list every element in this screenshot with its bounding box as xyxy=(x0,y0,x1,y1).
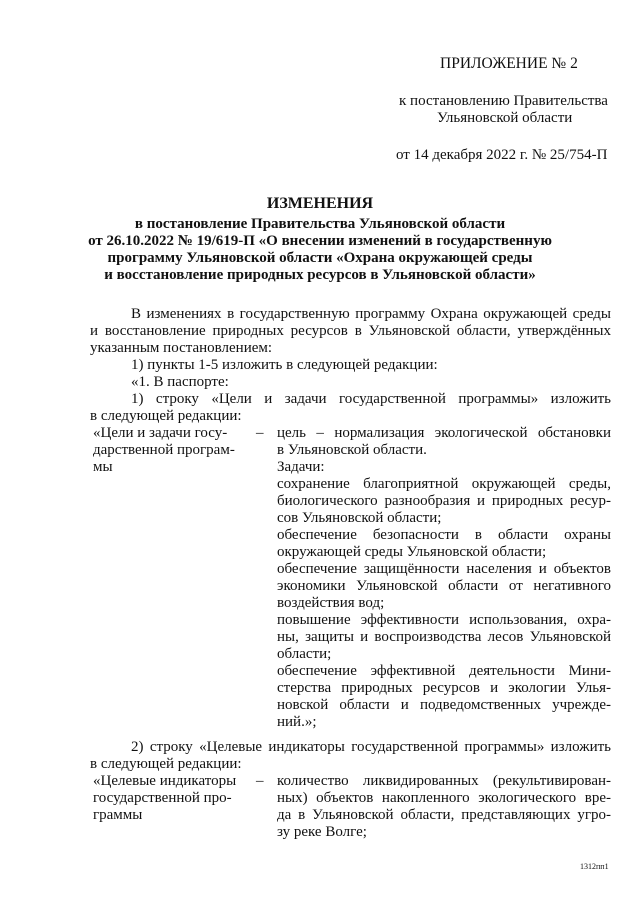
table1-right-line-18: ний.»; xyxy=(277,714,317,730)
item-1-1: «1. В паспорте: xyxy=(131,374,229,390)
table2-right-line-2: ных) объектов накопленного экологического вре- xyxy=(277,790,611,806)
table1-right-line-3: Задачи: xyxy=(277,459,325,475)
item-2-line-2: в следующей редакции: xyxy=(90,756,242,772)
intro-line-2: и восстановление природных ресурсов в Ульяновской области, утверждённых xyxy=(90,323,611,339)
table1-right-line-6: сов Ульяновской области; xyxy=(277,510,442,526)
table1-left-line-2: дарственной програм- xyxy=(93,442,235,458)
title-line-2: от 26.10.2022 № 19/619-П «О внесении изменений в государственную xyxy=(88,233,552,249)
table1-right-line-2: в Ульяновской области. xyxy=(277,442,427,458)
item-2-line-1: 2) строку «Целевые индикаторы государственной программы» изложить xyxy=(131,739,611,755)
table1-right-line-11: воздействия вод; xyxy=(277,595,385,611)
table1-right-line-7: обеспечение безопасности в области охраны xyxy=(277,527,611,543)
table2-right-line-3: да в Ульяновской области, представляющих угро- xyxy=(277,807,611,823)
table1-left-line-3: мы xyxy=(93,459,113,475)
item-1-1-1-line-2: в следующей редакции: xyxy=(90,408,242,424)
table2-dash: – xyxy=(256,773,264,789)
item-1-1-1-line-1: 1) строку «Цели и задачи государственной программы» изложить xyxy=(131,391,611,407)
table1-right-line-17: новской области и подведомственных учрежде- xyxy=(277,697,611,713)
table2-left-line-1: «Целевые индикаторы xyxy=(93,773,237,789)
footer-code: 1312пп1 xyxy=(580,862,609,871)
title-line-1: в постановление Правительства Ульяновской области xyxy=(134,216,506,232)
table1-right-line-4: сохранение благоприятной окружающей среды, xyxy=(277,476,611,492)
table1-right-line-5: биологического разнообразия и природных ресур- xyxy=(277,493,611,509)
table1-left-line-1: «Цели и задачи госу- xyxy=(93,425,228,441)
table2-right-line-1: количество ликвидированных (рекультивирован- xyxy=(277,773,611,789)
appendix-label: ПРИЛОЖЕНИЕ № 2 xyxy=(440,55,578,72)
table1-right-line-1: цель – нормализация экологической обстановки xyxy=(277,425,611,441)
date-number: от 14 декабря 2022 г. № 25/754-П xyxy=(396,147,608,163)
table2-right-line-4: зу реке Волге; xyxy=(277,824,367,840)
table1-right-line-13: ны, защиты и воспроизводства лесов Ульяновской xyxy=(277,629,611,645)
table1-right-line-10: экономики Ульяновской области от негативного xyxy=(277,578,611,594)
table1-right-line-15: обеспечение эффективной деятельности Мини- xyxy=(277,663,611,679)
title-line-4: и восстановление природных ресурсов в Ульяновской области» xyxy=(104,267,536,283)
table1-right-line-9: обеспечение защищённости населения и объектов xyxy=(277,561,611,577)
document-heading: ИЗМЕНЕНИЯ xyxy=(266,195,374,212)
table1-right-line-14: области; xyxy=(277,646,332,662)
resolution-ref: к постановлению Правительства xyxy=(399,93,608,109)
intro-line-3: указанным постановлением: xyxy=(90,340,273,356)
table1-right-line-8: окружающей среды Ульяновской области; xyxy=(277,544,547,560)
region-ref: Ульяновской области xyxy=(437,110,573,126)
item-1: 1) пункты 1-5 изложить в следующей редакции: xyxy=(131,357,438,373)
table2-left-line-2: государственной про- xyxy=(93,790,232,806)
table2-left-line-3: граммы xyxy=(93,807,143,823)
table1-dash: – xyxy=(256,425,264,441)
table1-right-line-12: повышение эффективности использования, охра- xyxy=(277,612,611,628)
intro-line-1: В изменениях в государственную программу Охрана окружающей среды xyxy=(131,306,611,322)
title-line-3: программу Ульяновской области «Охрана окружающей среды xyxy=(107,250,533,266)
table1-right-line-16: стерства природных ресурсов и экологии Улья- xyxy=(277,680,611,696)
